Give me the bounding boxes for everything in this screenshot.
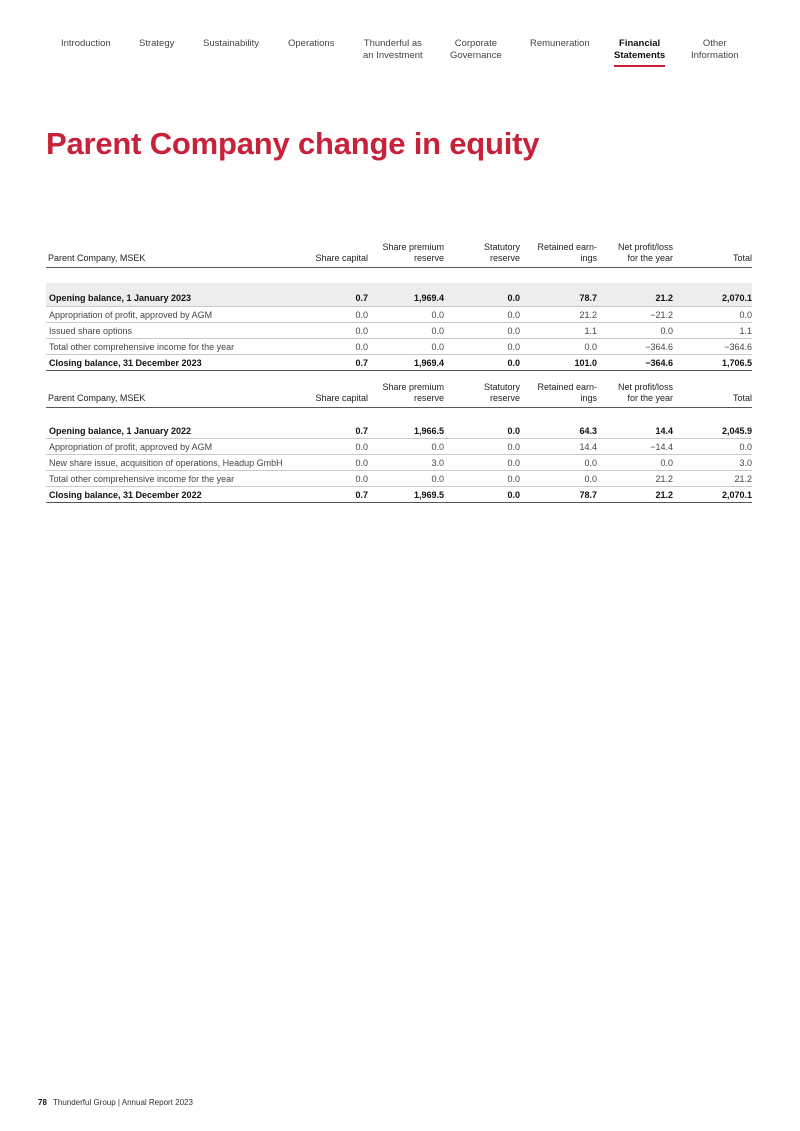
table-cell: 0.0 [296, 307, 368, 323]
page-number: 78 [38, 1098, 47, 1107]
table-cell: 1,969.4 [368, 355, 444, 371]
table-cell: 0.0 [368, 339, 444, 355]
nav-operations[interactable] [288, 38, 334, 50]
nav-label: Operations [288, 38, 335, 49]
header-total: Total [673, 380, 752, 408]
table-cell: Total other comprehensive income for the year [46, 471, 296, 487]
table-header-row [46, 240, 752, 268]
table-cell: 0.0 [597, 455, 673, 471]
footer-text: Thunderful Group | Annual Report 2023 [52, 1098, 193, 1107]
table-cell: 0.0 [520, 455, 597, 471]
table-cell: 21.2 [597, 487, 673, 503]
page-title: Parent Company change in equity [46, 126, 540, 161]
table-row-opening-balance [46, 283, 752, 307]
nav-label-line2: Statements [614, 50, 666, 61]
nav-label-line1: Other [702, 38, 727, 49]
table-cell: 78.7 [520, 283, 597, 307]
table-cell: −364.6 [597, 339, 673, 355]
table-cell: 101.0 [520, 355, 597, 371]
table-cell: 0.0 [444, 355, 520, 371]
table-cell: 0.0 [444, 471, 520, 487]
table-cell: 21.2 [520, 307, 597, 323]
table-cell: Appropriation of profit, approved by AGM [46, 439, 296, 455]
table-cell: −364.6 [597, 355, 673, 371]
table-cell: 0.0 [368, 323, 444, 339]
table-row [46, 455, 752, 471]
table-cell: 0.0 [673, 439, 752, 455]
table-cell: 0.0 [520, 471, 597, 487]
header-net-profit-loss: Net profit/loss for the year [597, 380, 673, 408]
table-row [46, 339, 752, 355]
table-cell: 1,706.5 [673, 355, 752, 371]
table-cell: 1,969.4 [368, 283, 444, 307]
header-share-premium-reserve: Share premium reserve [368, 240, 444, 268]
equity-table-2022 [46, 380, 752, 503]
table-cell: 0.0 [444, 307, 520, 323]
table-cell: 0.0 [296, 439, 368, 455]
nav-introduction[interactable] [61, 38, 111, 50]
header-statutory-reserve: Statutory reserve [444, 380, 520, 408]
table-cell: Appropriation of profit, approved by AGM [46, 307, 296, 323]
header-parent-company: Parent Company, MSEK [46, 380, 296, 408]
table-cell: 0.0 [444, 423, 520, 439]
table-row [46, 323, 752, 339]
header-share-capital: Share capital [296, 240, 368, 268]
table-cell: 0.0 [296, 339, 368, 355]
table-cell: −364.6 [673, 339, 752, 355]
table-cell: Closing balance, 31 December 2022 [46, 487, 296, 503]
table-row [46, 471, 752, 487]
table-cell: 0.0 [444, 455, 520, 471]
table-row-closing-balance [46, 355, 752, 371]
nav-corporate-governance[interactable] [450, 38, 502, 62]
nav-sustainability[interactable] [203, 38, 259, 50]
table-cell: 21.2 [597, 471, 673, 487]
table-cell: 2,045.9 [673, 423, 752, 439]
table-cell: 14.4 [597, 423, 673, 439]
table-cell: −21.2 [597, 307, 673, 323]
nav-label-line1: Thunderful as [363, 38, 422, 49]
table-header-row [46, 380, 752, 408]
header-parent-company: Parent Company, MSEK [46, 240, 296, 268]
nav-label-line1: Financial [619, 38, 661, 49]
equity-table-2023 [46, 240, 752, 371]
table-cell: 78.7 [520, 487, 597, 503]
top-navigation [48, 38, 760, 72]
nav-label: Sustainability [203, 38, 259, 49]
nav-label: Strategy [139, 38, 175, 49]
table-row [46, 439, 752, 455]
table-cell: Closing balance, 31 December 2023 [46, 355, 296, 371]
table-cell: 0.7 [296, 283, 368, 307]
table-cell: 0.0 [444, 323, 520, 339]
table-cell: 0.0 [520, 339, 597, 355]
table-cell: 3.0 [673, 455, 752, 471]
table-cell: 1.1 [520, 323, 597, 339]
table-cell: 0.0 [368, 471, 444, 487]
table-cell: 21.2 [597, 283, 673, 307]
table-cell: Total other comprehensive income for the year [46, 339, 296, 355]
table-cell: 0.7 [296, 423, 368, 439]
table-row-opening-balance [46, 423, 752, 439]
table-cell: 0.7 [296, 355, 368, 371]
nav-label-line2: Information [691, 50, 739, 61]
header-statutory-reserve: Statutory reserve [444, 240, 520, 268]
nav-label-line1: Corporate [454, 38, 497, 49]
table-cell: 1.1 [673, 323, 752, 339]
nav-thunderful-as-an-investment[interactable] [363, 38, 423, 62]
header-share-capital: Share capital [296, 380, 368, 408]
header-retained-earnings: Retained earn- ings [520, 380, 597, 408]
table-row-closing-balance [46, 487, 752, 503]
table-cell: 64.3 [520, 423, 597, 439]
nav-strategy[interactable] [139, 38, 174, 50]
table-cell: Opening balance, 1 January 2023 [46, 283, 296, 307]
table-row [46, 307, 752, 323]
table-cell: 14.4 [520, 439, 597, 455]
table-cell: 1,969.5 [368, 487, 444, 503]
table-cell: 2,070.1 [673, 283, 752, 307]
table-cell: 0.0 [444, 439, 520, 455]
header-retained-earnings: Retained earn- ings [520, 240, 597, 268]
table-cell: 0.7 [296, 487, 368, 503]
table-cell: 0.0 [673, 307, 752, 323]
table-cell: 1,966.5 [368, 423, 444, 439]
table-cell: Opening balance, 1 January 2022 [46, 423, 296, 439]
table-cell: 0.0 [296, 455, 368, 471]
nav-other-information[interactable] [691, 38, 739, 62]
page-footer [38, 1098, 193, 1107]
table-cell: 3.0 [368, 455, 444, 471]
table-cell: 0.0 [296, 323, 368, 339]
table-cell: Issued share options [46, 323, 296, 339]
table-cell: New share issue, acquisition of operations, Headup GmbH [46, 455, 296, 471]
table-cell: 0.0 [444, 283, 520, 307]
table-cell: 0.0 [597, 323, 673, 339]
table-cell: 0.0 [444, 487, 520, 503]
nav-remuneration[interactable] [530, 38, 590, 50]
nav-label-line2: Governance [450, 50, 502, 61]
header-share-premium-reserve: Share premium reserve [368, 380, 444, 408]
table-cell: 0.0 [296, 471, 368, 487]
nav-label: Introduction [61, 38, 111, 49]
table-cell: 0.0 [368, 439, 444, 455]
nav-financial-statements[interactable] [614, 38, 665, 67]
nav-label-line2: an Investment [363, 50, 423, 61]
header-total: Total [673, 240, 752, 268]
table-cell: 0.0 [368, 307, 444, 323]
table-cell: 2,070.1 [673, 487, 752, 503]
table-cell: −14.4 [597, 439, 673, 455]
nav-label: Remuneration [530, 38, 590, 49]
table-cell: 0.0 [444, 339, 520, 355]
table-cell: 21.2 [673, 471, 752, 487]
header-net-profit-loss: Net profit/loss for the year [597, 240, 673, 268]
